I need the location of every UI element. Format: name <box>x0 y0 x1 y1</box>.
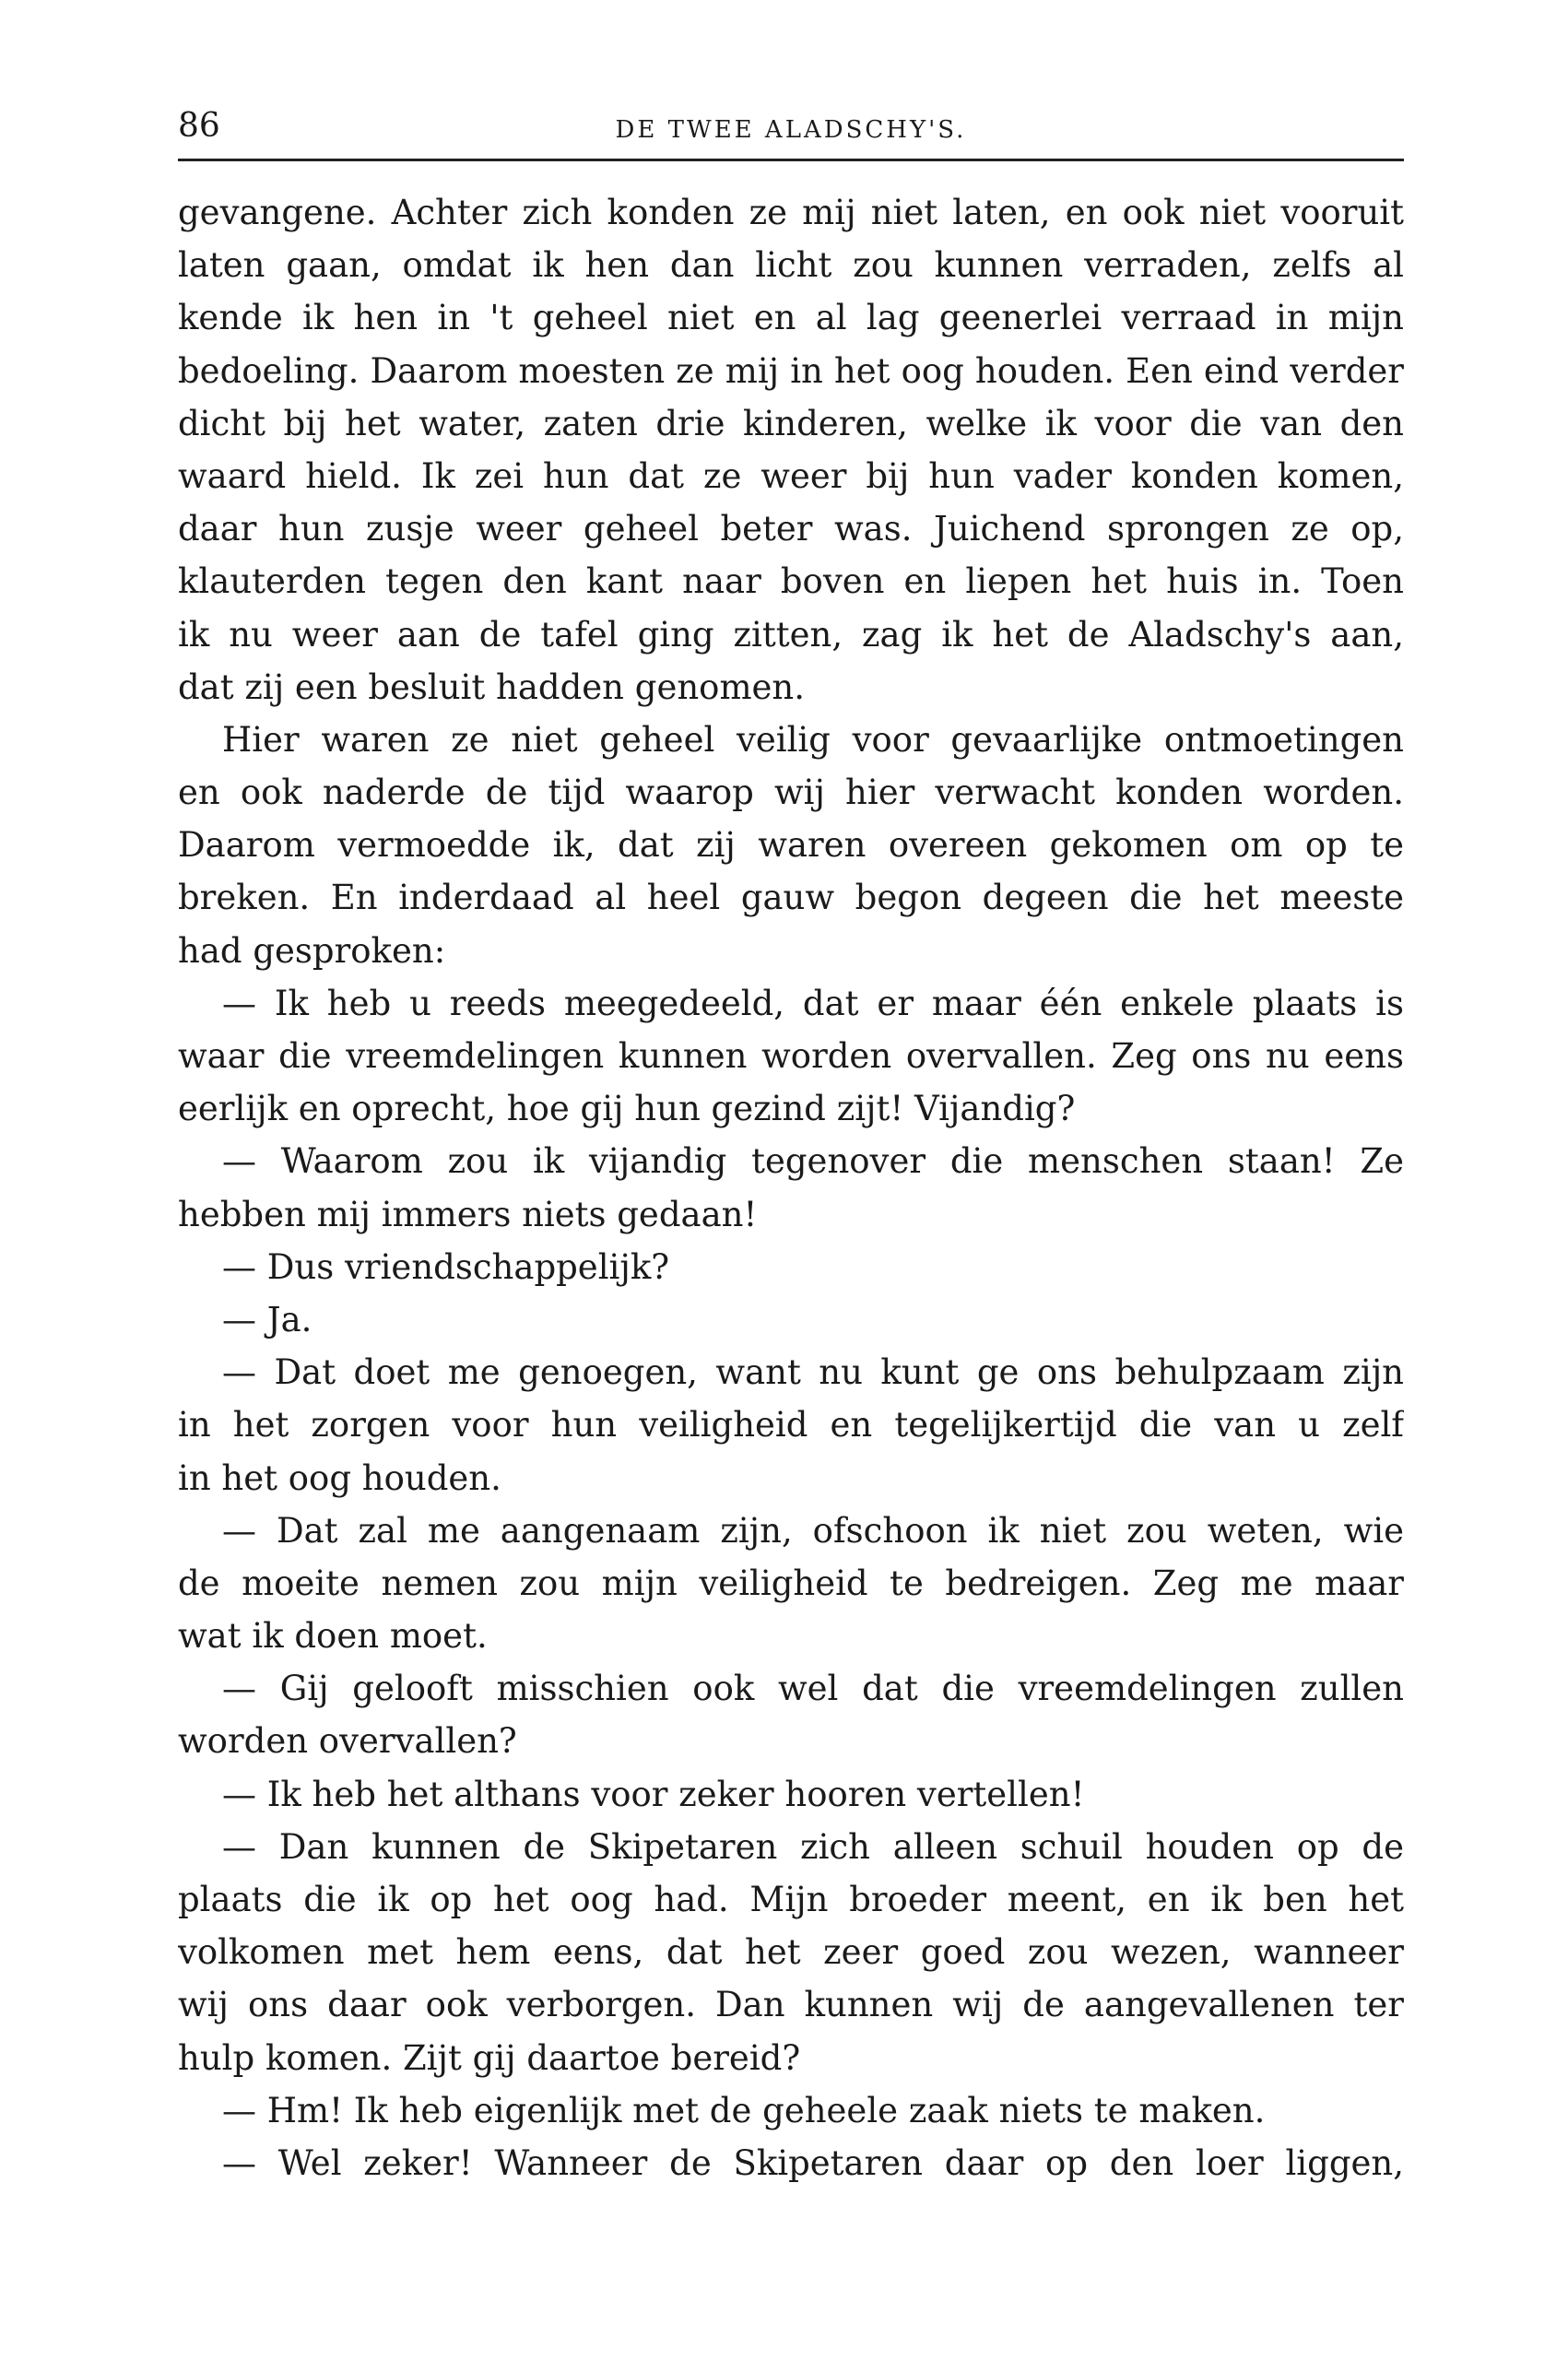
text-line: ik nu weer aan de tafel ging zitten, zag ik het de Aladschy's aan, <box>178 614 1404 655</box>
text-line: hulp komen. Zijt gij daartoe bereid? <box>178 2037 801 2078</box>
text-line: kende ik hen in 't geheel niet en al lag geenerlei verraad in mijn <box>178 298 1404 338</box>
text-line: wat ik doen moet. <box>178 1616 488 1657</box>
text-line: volkomen met hem eens, dat het zeer goed zou wezen, wanneer <box>178 1932 1404 1973</box>
text-line: eerlijk en oprecht, hoe gij hun gezind zijt! Vijandig? <box>178 1089 1076 1129</box>
text-line: waard hield. Ik zei hun dat ze weer bij hun vader konden komen, <box>178 455 1404 496</box>
body-text <box>178 186 1404 2189</box>
text-line: — Hm! Ik heb eigenlijk met de geheele zaak niets te maken. <box>222 2090 1266 2130</box>
text-line: breken. En inderdaad al heel gauw begon degeen die het meeste <box>178 878 1404 918</box>
page-header <box>178 103 1404 159</box>
text-line: dat zij een besluit hadden genomen. <box>178 667 806 707</box>
text-line: worden overvallen? <box>178 1721 517 1762</box>
text-line: bedoeling. Daarom moesten ze mij in het oog houden. Een eind verder <box>178 350 1404 391</box>
text-line: — Ja. <box>222 1299 312 1339</box>
text-line: de moeite nemen zou mijn veiligheid te bedreigen. Zeg me maar <box>178 1563 1404 1603</box>
text-line: laten gaan, omdat ik hen dan licht zou kunnen verraden, zelfs al <box>178 245 1404 286</box>
text-line: Daarom vermoedde ik, dat zij waren overeen gekomen om op te <box>178 825 1404 866</box>
text-line: — Waarom zou ik vijandig tegenover die menschen staan! Ze <box>222 1141 1404 1182</box>
text-line: — Ik heb u reeds meegedeeld, dat er maar één enkele plaats is <box>222 983 1404 1023</box>
page-number: 86 <box>178 107 220 145</box>
text-line: in het oog houden. <box>178 1457 501 1498</box>
text-line: gevangene. Achter zich konden ze mij niet laten, en ook niet vooruit <box>178 193 1404 232</box>
text-line: — Wel zeker! Wanneer de Skipetaren daar op den loer liggen, <box>222 2142 1404 2183</box>
text-line: — Dat zal me aangenaam zijn, ofschoon ik niet zou weten, wie <box>222 1510 1404 1551</box>
text-line: plaats die ik op het oog had. Mijn broeder meent, en ik ben het <box>178 1880 1404 1919</box>
text-line: Hier waren ze niet geheel veilig voor gevaarlijke ontmoetingen <box>222 719 1404 760</box>
text-line: — Gij gelooft misschien ook wel dat die vreemdelingen zullen <box>222 1669 1404 1709</box>
text-line: — Dus vriendschappelijk? <box>222 1246 670 1287</box>
header-rule <box>178 159 1404 161</box>
text-line: dicht bij het water, zaten drie kinderen, welke ik voor die van den <box>178 403 1404 443</box>
text-line: — Dat doet me genoegen, want nu kunt ge ons behulpzaam zijn <box>222 1352 1404 1393</box>
text-line: in het zorgen voor hun veiligheid en tegelijkertijd die van u zelf <box>178 1405 1404 1446</box>
text-line: en ook naderde de tijd waarop wij hier verwacht konden worden. <box>178 773 1404 813</box>
text-line: wij ons daar ook verborgen. Dan kunnen wij de aangevallenen ter <box>178 1985 1404 2025</box>
text-line: had gesproken: <box>178 930 446 971</box>
text-line: hebben mij immers niets gedaan! <box>178 1194 758 1234</box>
text-line: waar die vreemdelingen kunnen worden overvallen. Zeg ons nu eens <box>178 1036 1404 1076</box>
running-title: DE TWEE ALADSCHY'S. <box>615 116 967 144</box>
text-line: daar hun zusje weer geheel beter was. Juichend sprongen ze op, <box>178 509 1404 549</box>
text-line: — Ik heb het althans voor zeker hooren vertellen! <box>222 1774 1085 1814</box>
text-line: klauterden tegen den kant naar boven en liepen het huis in. Toen <box>178 561 1404 602</box>
text-line: — Dan kunnen de Skipetaren zich alleen schuil houden op de <box>222 1826 1404 1867</box>
